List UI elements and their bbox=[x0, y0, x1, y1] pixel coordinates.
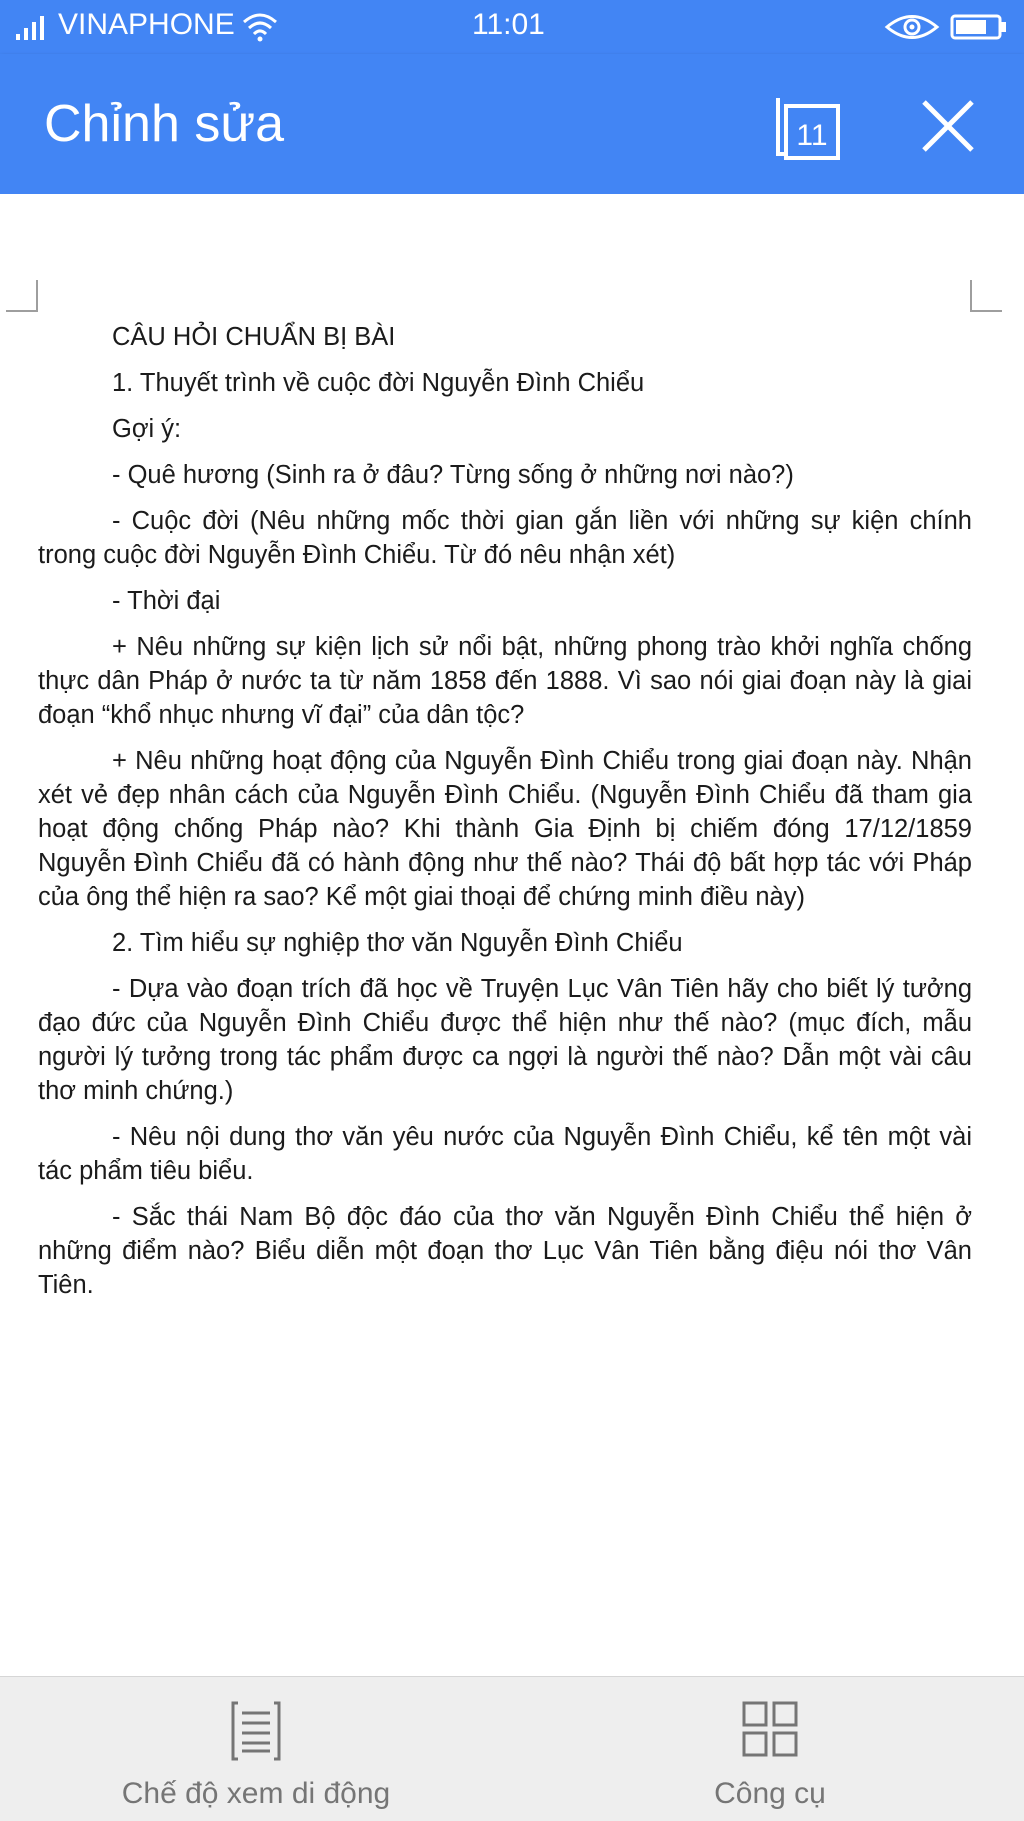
paragraph: 1. Thuyết trình về cuộc đời Nguyễn Đình Chiểu bbox=[112, 369, 645, 397]
mobile-view-button[interactable] bbox=[100, 1677, 412, 1821]
bottom-toolbar bbox=[0, 1676, 1024, 1821]
tabs-icon[interactable] bbox=[772, 90, 844, 162]
document-body[interactable] bbox=[38, 320, 972, 1314]
app-bar bbox=[0, 54, 1024, 194]
document-page[interactable] bbox=[0, 194, 1024, 1676]
clock: 11:01 bbox=[472, 8, 545, 41]
paragraph: 2. Tìm hiểu sự nghiệp thơ văn Nguyễn Đình Chiểu bbox=[112, 929, 683, 957]
heading: CÂU HỎI CHUẨN BỊ BÀI bbox=[112, 323, 396, 351]
page-corner-marker-right bbox=[970, 280, 1002, 312]
wifi-icon bbox=[242, 12, 278, 42]
paragraph: - Nêu nội dung thơ văn yêu nước của Nguyễn Đình Chiểu, kể tên một vài tác phẩm tiêu biểu. bbox=[38, 1123, 972, 1185]
page-corner-marker-left bbox=[6, 280, 38, 312]
signal-icon bbox=[16, 14, 50, 40]
close-icon[interactable] bbox=[916, 94, 980, 158]
tools-label: Công cụ bbox=[714, 1777, 826, 1810]
paragraph: - Thời đại bbox=[112, 587, 221, 615]
paragraph: + Nêu những sự kiện lịch sử nổi bật, những phong trào khởi nghĩa chống thực dân Pháp ở nước ta từ năm 1858 đến 1888. Vì sao nói giai đoạn này là giai đoạn “khổ nhục nhưng vĩ đại” của dân tộc? bbox=[38, 633, 972, 729]
mobile-view-label: Chế độ xem di động bbox=[121, 1777, 391, 1810]
eye-icon bbox=[884, 12, 940, 42]
mobile-view-icon bbox=[230, 1701, 282, 1761]
battery-icon bbox=[950, 13, 1008, 41]
carrier-name: VINAPHONE bbox=[58, 8, 235, 41]
tools-button[interactable] bbox=[680, 1677, 860, 1821]
page-title: Chỉnh sửa bbox=[44, 95, 285, 153]
paragraph: - Cuộc đời (Nêu những mốc thời gian gắn liền với những sự kiện chính trong cuộc đời Nguyễn Đình Chiểu. Từ đó nêu nhận xét) bbox=[38, 507, 972, 569]
paragraph: - Quê hương (Sinh ra ở đâu? Từng sống ở những nơi nào?) bbox=[112, 461, 794, 489]
status-bar bbox=[0, 0, 1024, 54]
tabs-count: 11 bbox=[796, 119, 828, 152]
tools-grid-icon bbox=[742, 1701, 798, 1757]
paragraph: Gợi ý: bbox=[112, 415, 182, 443]
paragraph: - Sắc thái Nam Bộ độc đáo của thơ văn Nguyễn Đình Chiểu thể hiện ở những điểm nào? Biểu diễn một đoạn thơ Lục Vân Tiên bằng điệu nói thơ Vân Tiên. bbox=[38, 1203, 972, 1299]
paragraph: - Dựa vào đoạn trích đã học về Truyện Lục Vân Tiên hãy cho biết lý tưởng đạo đức của Nguyễn Đình Chiểu được thể hiện như thế nào? (mục đích, mẫu người lý tưởng trong tác phẩm được ca ngợi là người thế nào? Dẫn một vài câu thơ minh chứng.) bbox=[38, 975, 972, 1105]
paragraph: + Nêu những hoạt động của Nguyễn Đình Chiểu trong giai đoạn này. Nhận xét vẻ đẹp nhân cách của Nguyễn Đình Chiểu. (Nguyễn Đình Chiểu đã tham gia hoạt động chống Pháp nào? Khi thành Gia Định bị chiếm đóng 17/12/1859 Nguyễn Đình Chiểu đã có hành động như thế nào? Thái độ bất hợp tác với Pháp của ông thể hiện ra sao? Kể một giai thoại để chứng minh điều này) bbox=[38, 747, 972, 911]
